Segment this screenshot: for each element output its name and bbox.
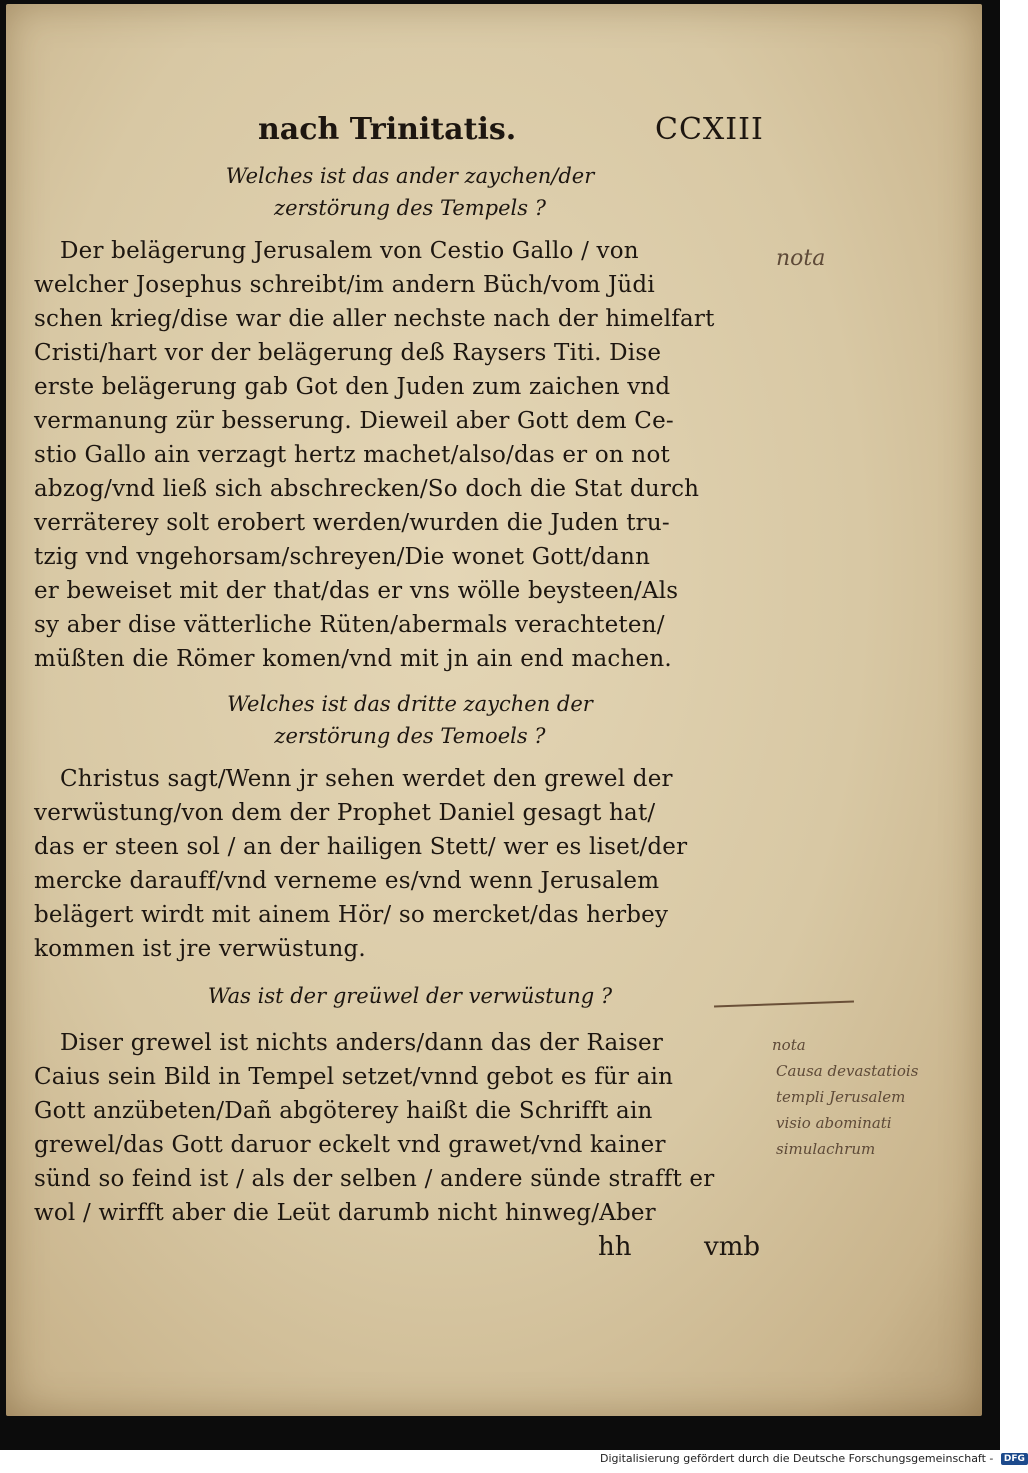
marginal-note-line: Causa devastatiois bbox=[776, 1062, 919, 1080]
section-1-heading-line-1: Welches ist das ander zaychen/der bbox=[225, 164, 595, 188]
marginal-note-line: templi Jerusalem bbox=[776, 1088, 906, 1106]
folio-number: CCXIII bbox=[655, 112, 764, 147]
footer-credit bbox=[600, 1452, 1025, 1470]
section-1-line: er beweiset mit der that/das er vns wölle beysteen/Als bbox=[34, 578, 679, 604]
section-3-line: Diser grewel ist nichts anders/dann das der Raiser bbox=[60, 1030, 664, 1056]
section-3-heading: Was ist der greüwel der verwüstung ? bbox=[207, 984, 613, 1008]
section-1-line: sy aber dise vätterliche Rüten/abermals verachteten/ bbox=[34, 612, 665, 638]
section-2-line: kommen ist jre verwüstung. bbox=[34, 936, 366, 962]
section-1-line: welcher Josephus schreibt/im andern Büch/vom Jüdi bbox=[34, 272, 655, 298]
marginal-note-nota: nota bbox=[776, 246, 826, 271]
dfg-logo-icon: DFG bbox=[1001, 1453, 1028, 1465]
section-1-line: abzog/vnd ließ sich abschrecken/So doch die Stat durch bbox=[34, 476, 700, 502]
section-1-heading-line-2: zerstörung des Tempels ? bbox=[274, 196, 546, 220]
section-2-line: mercke darauff/vnd verneme es/vnd wenn Jerusalem bbox=[34, 868, 660, 894]
section-2-line: Christus sagt/Wenn jr sehen werdet den grewel der bbox=[60, 766, 673, 792]
section-2-heading-line-2: zerstörung des Temoels ? bbox=[274, 724, 546, 748]
section-2-line: verwüstung/von dem der Prophet Daniel gesagt hat/ bbox=[34, 800, 656, 826]
section-1-line: müßten die Römer komen/vnd mit jn ain end machen. bbox=[34, 646, 672, 672]
section-2-heading-line-1: Welches ist das dritte zaychen der bbox=[227, 692, 593, 716]
section-3-line: wol / wirfft aber die Leüt darumb nicht hinweg/Aber bbox=[34, 1200, 656, 1226]
signature-mark: hh bbox=[598, 1232, 632, 1262]
section-1-line: Der belägerung Jerusalem von Cestio Gallo / von bbox=[60, 238, 639, 264]
section-1-line: Cristi/hart vor der belägerung deß Raysers Titi. Dise bbox=[34, 340, 662, 366]
marginal-note-line: nota bbox=[772, 1036, 806, 1054]
section-3-line: sünd so feind ist / als der selben / andere sünde strafft er bbox=[34, 1166, 715, 1192]
section-3-line: grewel/das Gott daruor eckelt vnd grawet/vnd kainer bbox=[34, 1132, 666, 1158]
section-3-line: Gott anzübeten/Dañ abgöterey haißt die Schrifft ain bbox=[34, 1098, 653, 1124]
running-head: nach Trinitatis. bbox=[258, 112, 517, 147]
section-1-line: stio Gallo ain verzagt hertz machet/also/das er on not bbox=[34, 442, 670, 468]
section-2-line: das er steen sol / an der hailigen Stett/ wer es liset/der bbox=[34, 834, 688, 860]
footer-credit-text: Digitalisierung gefördert durch die Deutsche Forschungsgemeinschaft - bbox=[600, 1452, 994, 1465]
catchword: vmb bbox=[704, 1232, 760, 1262]
section-1-line: schen krieg/dise war die aller nechste nach der himelfart bbox=[34, 306, 715, 332]
section-2-line: belägert wirdt mit ainem Hör/ so mercket/das herbey bbox=[34, 902, 669, 928]
section-1-line: tzig vnd vngehorsam/schreyen/Die wonet Gott/dann bbox=[34, 544, 651, 570]
section-3-line: Caius sein Bild in Tempel setzet/vnnd gebot es für ain bbox=[34, 1064, 674, 1090]
marginal-note-line: simulachrum bbox=[776, 1140, 876, 1158]
section-1-line: verräterey solt erobert werden/wurden die Juden tru- bbox=[34, 510, 670, 536]
section-1-line: erste belägerung gab Got den Juden zum zaichen vnd bbox=[34, 374, 671, 400]
marginal-note-line: visio abominati bbox=[776, 1114, 892, 1132]
section-1-line: vermanung zür besserung. Dieweil aber Gott dem Ce- bbox=[34, 408, 674, 434]
